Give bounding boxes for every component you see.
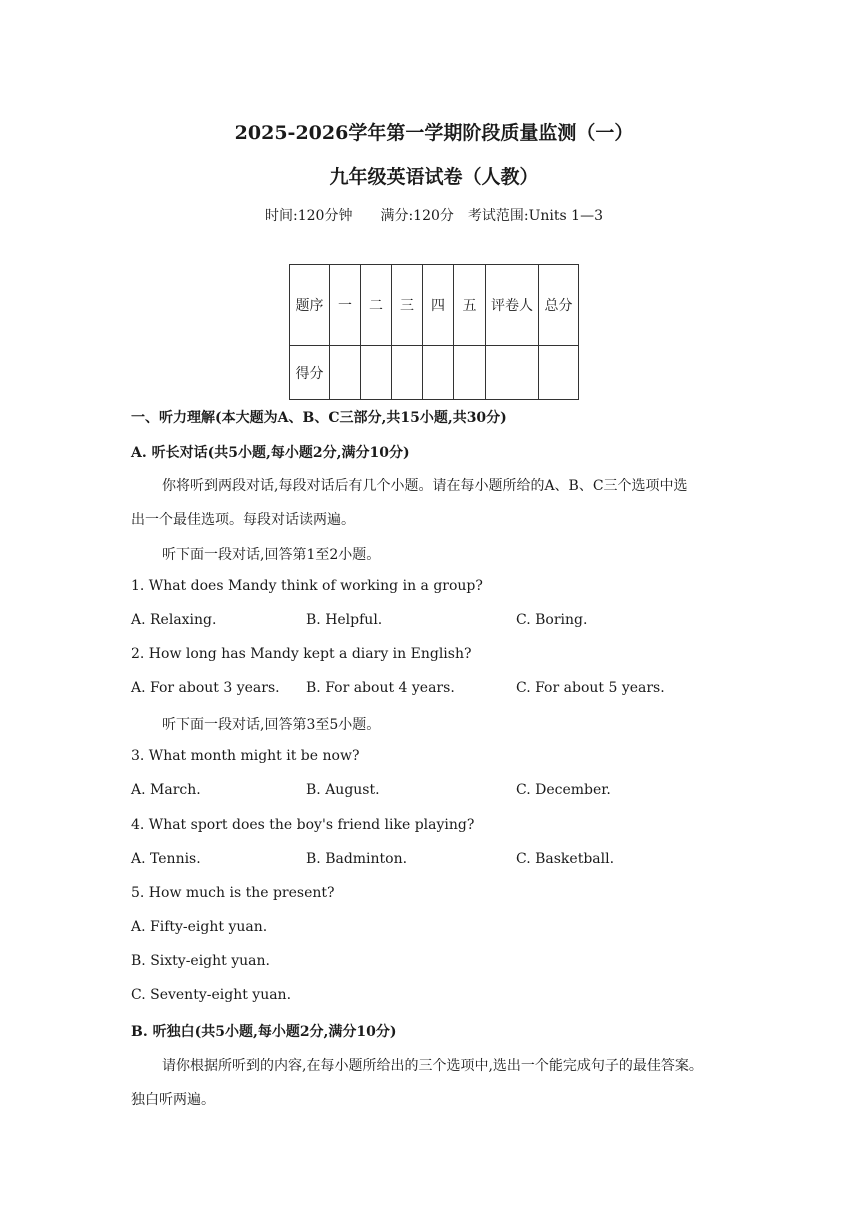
section-heading: 一、听力理解(本大题为A、B、C三部分,共15小题,共30分): [131, 410, 507, 426]
part-b-instruction-cont: 独白听两遍。: [131, 1092, 215, 1108]
option-c[interactable]: C. Boring.: [516, 612, 588, 628]
part-b-instruction: 请你根据所听到的内容,在每小题所给出的三个选项中,选出一个能完成句子的最佳答案。: [162, 1058, 703, 1074]
score-cell[interactable]: [539, 346, 579, 400]
option-c[interactable]: C. For about 5 years.: [516, 680, 665, 696]
part-a-instruction-cont: 出一个最佳选项。每段对话读两遍。: [131, 512, 355, 528]
option-b[interactable]: B. Helpful.: [306, 612, 383, 628]
table-cell: 得分: [290, 346, 330, 400]
dialogue-lead-2: 听下面一段对话,回答第3至5小题。: [162, 717, 381, 733]
table-cell: 题序: [290, 265, 330, 346]
table-cell: 五: [454, 265, 486, 346]
score-cell[interactable]: [361, 346, 392, 400]
table-cell: 四: [423, 265, 454, 346]
score-cell[interactable]: [454, 346, 486, 400]
table-cell: 评卷人: [486, 265, 539, 346]
option-b[interactable]: B. August.: [306, 782, 380, 798]
question-3: 3. What month might it be now?: [131, 748, 360, 764]
question-5: 5. How much is the present?: [131, 885, 335, 901]
exam-title: 2025-2026学年第一学期阶段质量监测（一）: [234, 122, 634, 144]
option-a[interactable]: A. Fifty-eight yuan.: [131, 919, 268, 935]
option-b[interactable]: B. Sixty-eight yuan.: [131, 953, 270, 969]
option-a[interactable]: A. For about 3 years.: [131, 680, 280, 696]
option-a[interactable]: A. March.: [131, 782, 201, 798]
question-2: 2. How long has Mandy kept a diary in English?: [131, 646, 472, 662]
option-a[interactable]: A. Relaxing.: [131, 612, 217, 628]
part-b-heading: B. 听独白(共5小题,每小题2分,满分10分): [131, 1024, 397, 1040]
option-b[interactable]: B. For about 4 years.: [306, 680, 455, 696]
table-cell: 三: [392, 265, 423, 346]
score-cell[interactable]: [330, 346, 361, 400]
option-c[interactable]: C. Basketball.: [516, 851, 615, 867]
option-b[interactable]: B. Badminton.: [306, 851, 408, 867]
score-cell[interactable]: [486, 346, 539, 400]
table-cell: 总分: [539, 265, 579, 346]
part-a-heading: A. 听长对话(共5小题,每小题2分,满分10分): [131, 445, 410, 461]
score-table-header-row: [290, 265, 579, 346]
option-c[interactable]: C. Seventy-eight yuan.: [131, 987, 292, 1003]
option-c[interactable]: C. December.: [516, 782, 611, 798]
exam-info: 时间:120分钟 满分:120分 考试范围:Units 1—3: [265, 208, 603, 224]
question-4: 4. What sport does the boy's friend like playing?: [131, 817, 475, 833]
score-cell[interactable]: [392, 346, 423, 400]
option-a[interactable]: A. Tennis.: [131, 851, 201, 867]
score-table-score-row: [290, 346, 579, 400]
part-a-instruction: 你将听到两段对话,每段对话后有几个小题。请在每小题所给的A、B、C三个选项中选: [162, 478, 688, 494]
table-cell: 一: [330, 265, 361, 346]
dialogue-lead-1: 听下面一段对话,回答第1至2小题。: [162, 547, 381, 563]
score-cell[interactable]: [423, 346, 454, 400]
score-table: [289, 264, 579, 400]
table-cell: 二: [361, 265, 392, 346]
question-1: 1. What does Mandy think of working in a group?: [131, 578, 483, 594]
exam-subtitle: 九年级英语试卷（人教）: [329, 166, 539, 188]
